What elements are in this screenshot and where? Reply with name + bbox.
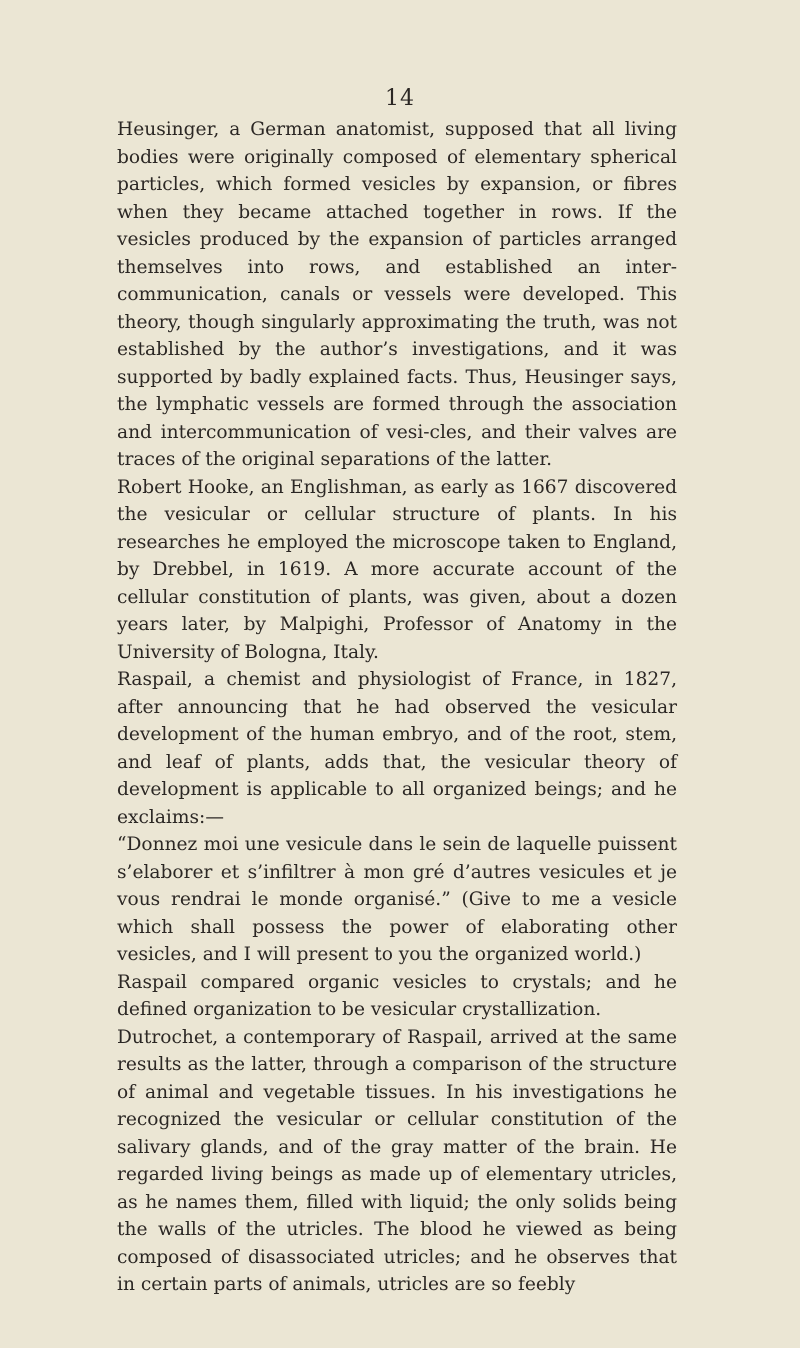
page-number: 14 [385, 86, 415, 111]
paragraph-raspail: Raspail, a chemist and physiologist of France, in 1827, after announcing that he had observed the vesicular development of the human embryo, and of the root, stem, and leaf of plants, adds that, the vesicular theory of development is applicable to all organized beings; and he exclaims:— [117, 669, 677, 828]
paragraph-raspail-crystals: Raspail compared organic vesicles to crystals; and he defined organization to be vesicular crystallization. [117, 971, 677, 1020]
paragraph-hooke: Robert Hooke, an Englishman, as early as 1667 discovered the vesicular or cellular structure of plants. In his researches he employed the microscope taken to England, by Drebbel, in 1619. A more accurate account of the cellular constitution of plants, was given, about a dozen years later, by Malpighi, Professor of Anatomy in the University of Bologna, Italy. [117, 476, 677, 663]
body-text [117, 116, 677, 1299]
paragraph-heusinger: Heusinger, a German anatomist, supposed that all living bodies were originally composed of elementary spherical particles, which formed vesicles by expansion, or fibres when they became attached together in rows. If the vesicles produced by the expansion of particles arranged themselves into rows, and established an inter-communication, canals or vessels were developed. This theory, though singularly approximating the truth, was not established by the author’s investigations, and it was supported by badly explained facts. Thus, Heusinger says, the lymphatic vessels are formed through the association and intercommunication of vesi-cles, and their valves are traces of the original separations of the latter. [117, 119, 677, 470]
paragraph-quotation: “Donnez moi une vesicule dans le sein de laquelle puissent s’elaborer et s’infiltrer à mon gré d’autres vesicules et je vous rendrai le monde organisé.” (Give to me a vesicle which shall possess the power of elaborating other vesicles, and I will present to you the organized world.) [117, 834, 677, 965]
paragraph-dutrochet: Dutrochet, a contemporary of Raspail, arrived at the same results as the latter, through a comparison of the structure of animal and vegetable tissues. In his investigations he recognized the vesicular or cellular constitution of the salivary glands, and of the gray matter of the brain. He regarded living beings as made up of elementary utricles, as he names them, filled with liquid; the only solids being the walls of the utricles. The blood he viewed as being composed of disassociated utricles; and he observes that in certain parts of animals, utricles are so feebly [117, 1026, 677, 1295]
